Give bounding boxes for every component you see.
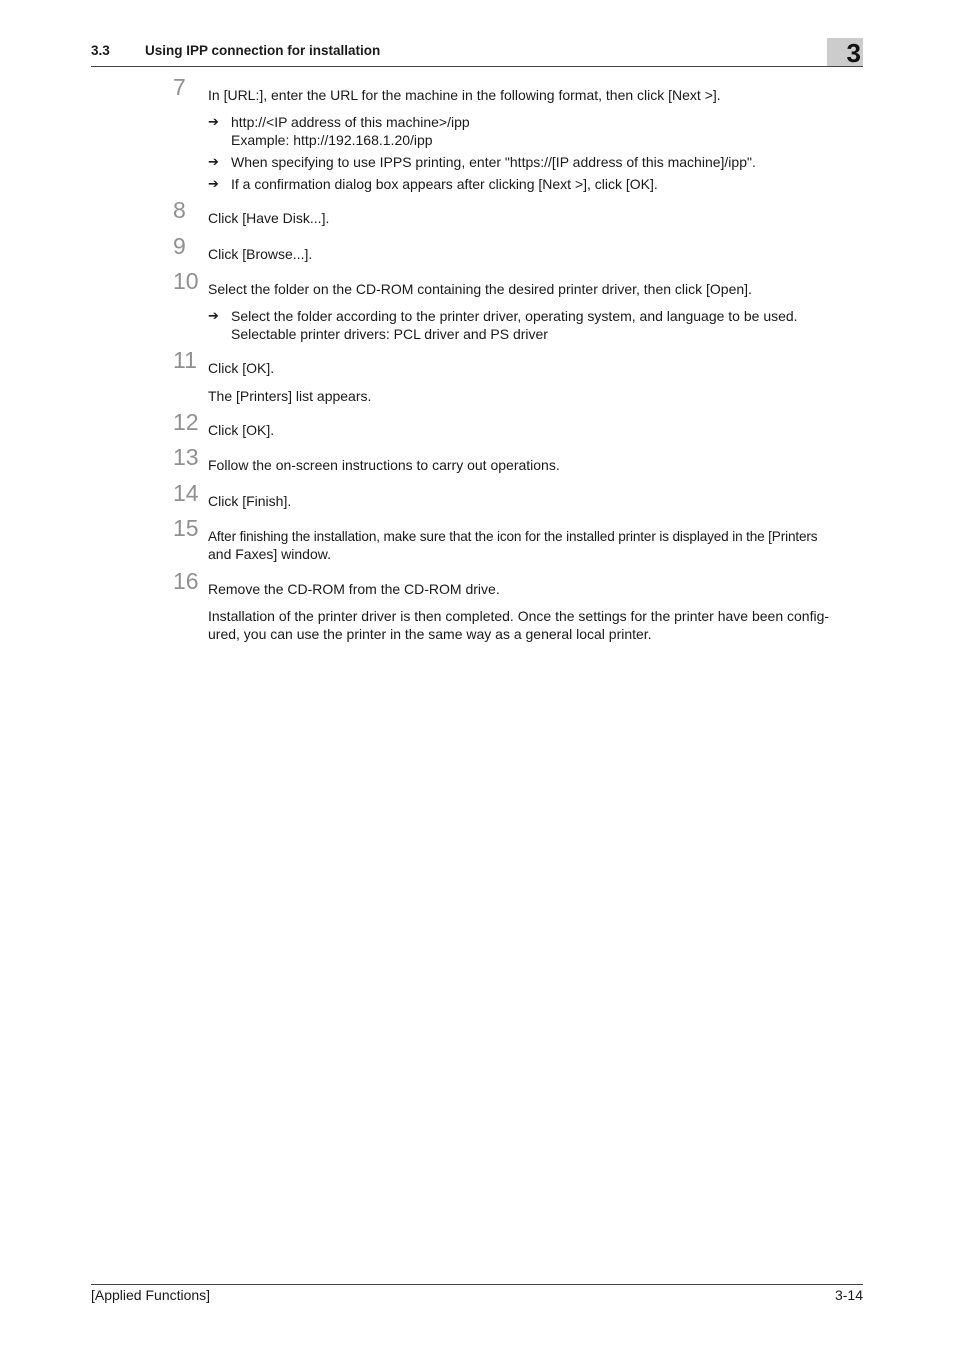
step-number: 9 (173, 233, 186, 259)
section-number: 3.3 (91, 43, 110, 58)
step-number: 12 (173, 409, 199, 435)
section-title: Using IPP connection for installation (145, 43, 381, 58)
step-text: Click [OK]. (208, 422, 275, 438)
step-text-line: After finishing the installation, make sure that the icon for the installed printer is displayed in the [Printers (208, 529, 818, 544)
arrow-icon: ➔ (208, 176, 219, 191)
step-number: 13 (173, 444, 199, 470)
step-number: 15 (173, 515, 199, 541)
step-number: 16 (173, 568, 199, 594)
note-line: Installation of the printer driver is then completed. Once the settings for the printer have been config- (208, 608, 830, 624)
sub-line: http://<IP address of this machine>/ipp (231, 114, 470, 130)
step-text: Click [Have Disk...]. (208, 210, 330, 226)
arrow-icon: ➔ (208, 154, 219, 169)
step-number: 14 (173, 480, 199, 506)
step-text: Follow the on-screen instructions to carry out operations. (208, 457, 560, 473)
arrow-icon: ➔ (208, 308, 219, 323)
sub-line: If a confirmation dialog box appears after clicking [Next >], click [OK]. (231, 176, 658, 192)
page-number: 3-14 (834, 1287, 863, 1303)
step-note: The [Printers] list appears. (208, 388, 372, 404)
footer-book-title: [Applied Functions] (91, 1287, 211, 1303)
sub-line: Select the folder according to the printer driver, operating system, and language to be used. (231, 308, 798, 324)
step-text: Click [OK]. (208, 360, 275, 376)
arrow-icon: ➔ (208, 114, 219, 129)
step-number: 8 (173, 197, 186, 223)
sub-line: When specifying to use IPPS printing, enter "https://[IP address of this machine]/ipp". (231, 154, 756, 170)
step-text: In [URL:], enter the URL for the machine in the following format, then click [Next >]. (208, 87, 721, 103)
page-footer (91, 1284, 863, 1307)
step-number: 10 (173, 268, 199, 294)
step-note (208, 607, 863, 643)
note-line: ured, you can use the printer in the same way as a general local printer. (208, 626, 652, 642)
step-text: Select the folder on the CD-ROM containing the desired printer driver, then click [Open]. (208, 281, 752, 297)
step-text (208, 528, 863, 563)
sub-line: Selectable printer drivers: PCL driver and PS driver (231, 326, 548, 342)
chapter-badge: 3 (827, 38, 863, 66)
sub-line: Example: http://192.168.1.20/ipp (231, 132, 433, 148)
step-text: Click [Browse...]. (208, 246, 313, 262)
step-text-line: and Faxes] window. (208, 545, 331, 562)
step-number: 7 (173, 74, 186, 100)
step-number: 11 (173, 347, 197, 373)
page-header (91, 40, 863, 67)
step-text: Remove the CD-ROM from the CD-ROM drive. (208, 581, 500, 597)
step-text: Click [Finish]. (208, 493, 292, 509)
